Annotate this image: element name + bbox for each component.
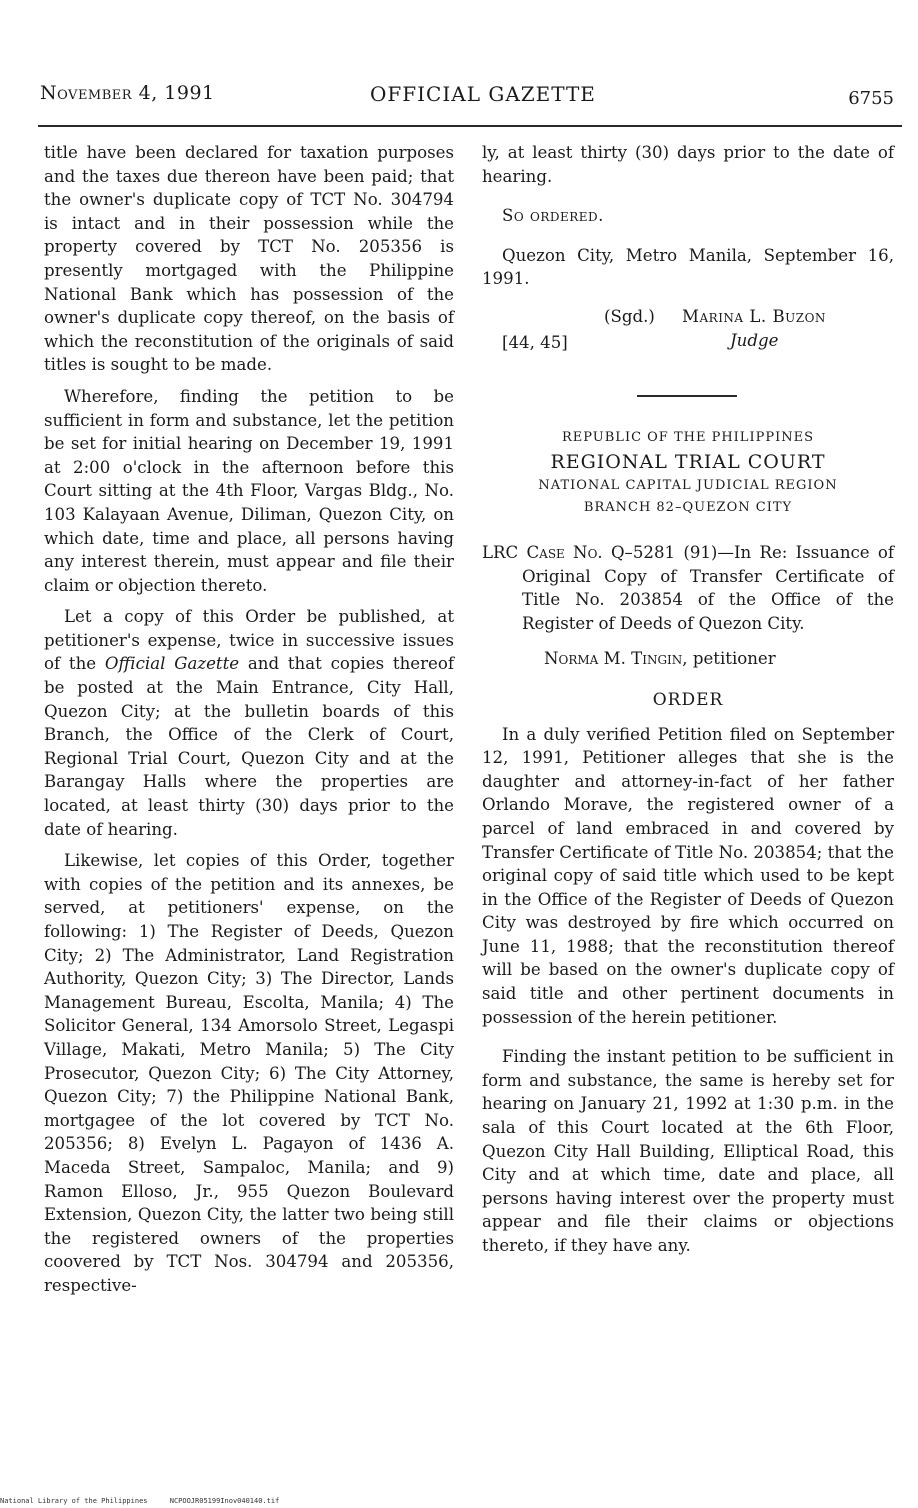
case-text: Q–5281 (91)—In Re: Issuance of Original Copy of Transfer Certificate of Title No. 203854 of the Office of the Register of Deeds of Quezon City. — [522, 542, 895, 633]
library-credit: National Library of the Philippines — [0, 1497, 148, 1505]
page-header — [40, 82, 894, 112]
petitioner-role: petitioner — [687, 649, 776, 669]
text-span: Let a copy of this Order be published, at petitioner's expense, twice in successive issues of the — [44, 607, 454, 674]
section-divider — [637, 395, 737, 397]
judge-title: Judge — [730, 330, 779, 350]
header-rule — [38, 125, 902, 127]
publication-reference: Official Gazette — [104, 654, 240, 674]
page-number: 6755 — [848, 88, 894, 109]
file-name: NCPOOJR05199Inov040140.tif — [169, 1497, 280, 1505]
court-heading: REGIONAL TRIAL COURT — [550, 450, 826, 473]
reference-number: [44, 45] — [502, 332, 568, 352]
paragraph: In a duly verified Petition filed on September 12, 1991, Petitioner alleges that she is the daughter and attorney-in-fact of her father Orlando Morave, the registered owner of a parcel of land embraced in and covered by Transfer Certificate of Title No. 203854; that the original copy of said title which used to be kept in the Office of the Register of Deeds of Quezon City was destroyed by fire which occurred on June 11, 1988; that the reconstitution thereof will be based on the owner's duplicate copy of said title and other pertinent documents in possession of the herein petitioner. — [482, 724, 894, 1027]
petitioner-line — [544, 647, 894, 671]
region-heading: NATIONAL CAPITAL JUDICIAL REGION — [538, 477, 838, 493]
place-date: Quezon City, Metro Manila, September 16, 1991. — [482, 245, 894, 289]
paragraph: title have been declared for taxation purposes and the taxes due thereon have been paid; that the owner's duplicate copy of TCT No. 304794 is intact and in their possession while the property covered by TCT No. 205356 is presently mortgaged with the Philippine National Bank which has possession of the owner's duplicate copy thereof, on the basis of which the reconstitution of the originals of said titles is sought to be made. — [44, 143, 454, 375]
so-ordered: So ordered. — [502, 206, 604, 226]
right-column — [482, 141, 894, 1266]
paragraph: Likewise, let copies of this Order, together with copies of the petition and its annexes, be served, at petitioners' expense, on the following: 1) The Register of Deeds, Quezon City; 2) The Administrator, Land Registration Authority, Quezon City; 3) The Director, Lands Management Bureau, Escolta, Manila; 4) The Solicitor General, 134 Amorsolo Street, Legaspi Village, Makati, Metro Manila; 5) The City Prosecutor, Quezon City; 6) The City Attorney, Quezon City; 7) the Philippine National Bank, mortgagee of the lot covered by TCT No. 205356; 8) Evelyn L. Pagayon of 1436 A. Maceda Street, Sampaloc, Manila; and 9) Ramon Elloso, Jr., 955 Quezon Boulevard Extension, Quezon City, the latter two being still the registered owners of the properties coovered by TCT Nos. 304794 and 205356, respective- — [44, 851, 454, 1295]
paragraph: Wherefore, finding the petition to be sufficient in form and substance, let the petition be set for initial hearing on December 19, 1991 at 2:00 o'clock in the afternoon before this Court sitting at the 4th Floor, Vargas Bldg., No. 103 Kalayaan Avenue, Diliman, Quezon City, on which date, time and place, all persons having any interest therein, must appear and file their claim or objection thereto. — [44, 386, 454, 595]
case-caption — [482, 541, 894, 635]
issue-date: November 4, 1991 — [40, 82, 215, 104]
paragraph — [44, 605, 454, 841]
republic-heading: REPUBLIC OF THE PHILIPPINES — [562, 429, 814, 445]
signed-mark: (Sgd.) — [604, 306, 655, 326]
case-label: LRC Case No. — [482, 542, 603, 562]
publication-title: OFFICIAL GAZETTE — [370, 82, 596, 106]
paragraph: Finding the instant petition to be sufficient in form and substance, the same is hereby set for hearing on January 21, 1992 at 1:30 p.m. in the sala of this Court located at the 6th Floor, Quezon City Hall Building, Elliptical Road, this City and at which time, date and place, all persons having interest over the property must appear and file their claims or objections thereto, if they have any. — [482, 1047, 894, 1255]
order-heading: ORDER — [652, 689, 724, 710]
left-column — [44, 141, 454, 1306]
petitioner-name: Norma M. Tingin, — [544, 649, 688, 669]
scan-footer — [0, 1497, 297, 1505]
judge-name: Marina L. Buzon — [682, 306, 826, 326]
text-span: and that copies thereof be posted at the Main Entrance, City Hall, Quezon City; at the bulletin boards of this Branch, the Office of the Clerk of Court, Regional Trial Court, Quezon City and at the Barangay Halls where the properties are located, at least thirty (30) days prior to the date of hearing. — [44, 654, 454, 839]
signature-block — [482, 305, 894, 385]
branch-heading: BRANCH 82–QUEZON CITY — [583, 499, 793, 515]
paragraph: ly, at least thirty (30) days prior to the date of hearing. — [482, 143, 894, 186]
